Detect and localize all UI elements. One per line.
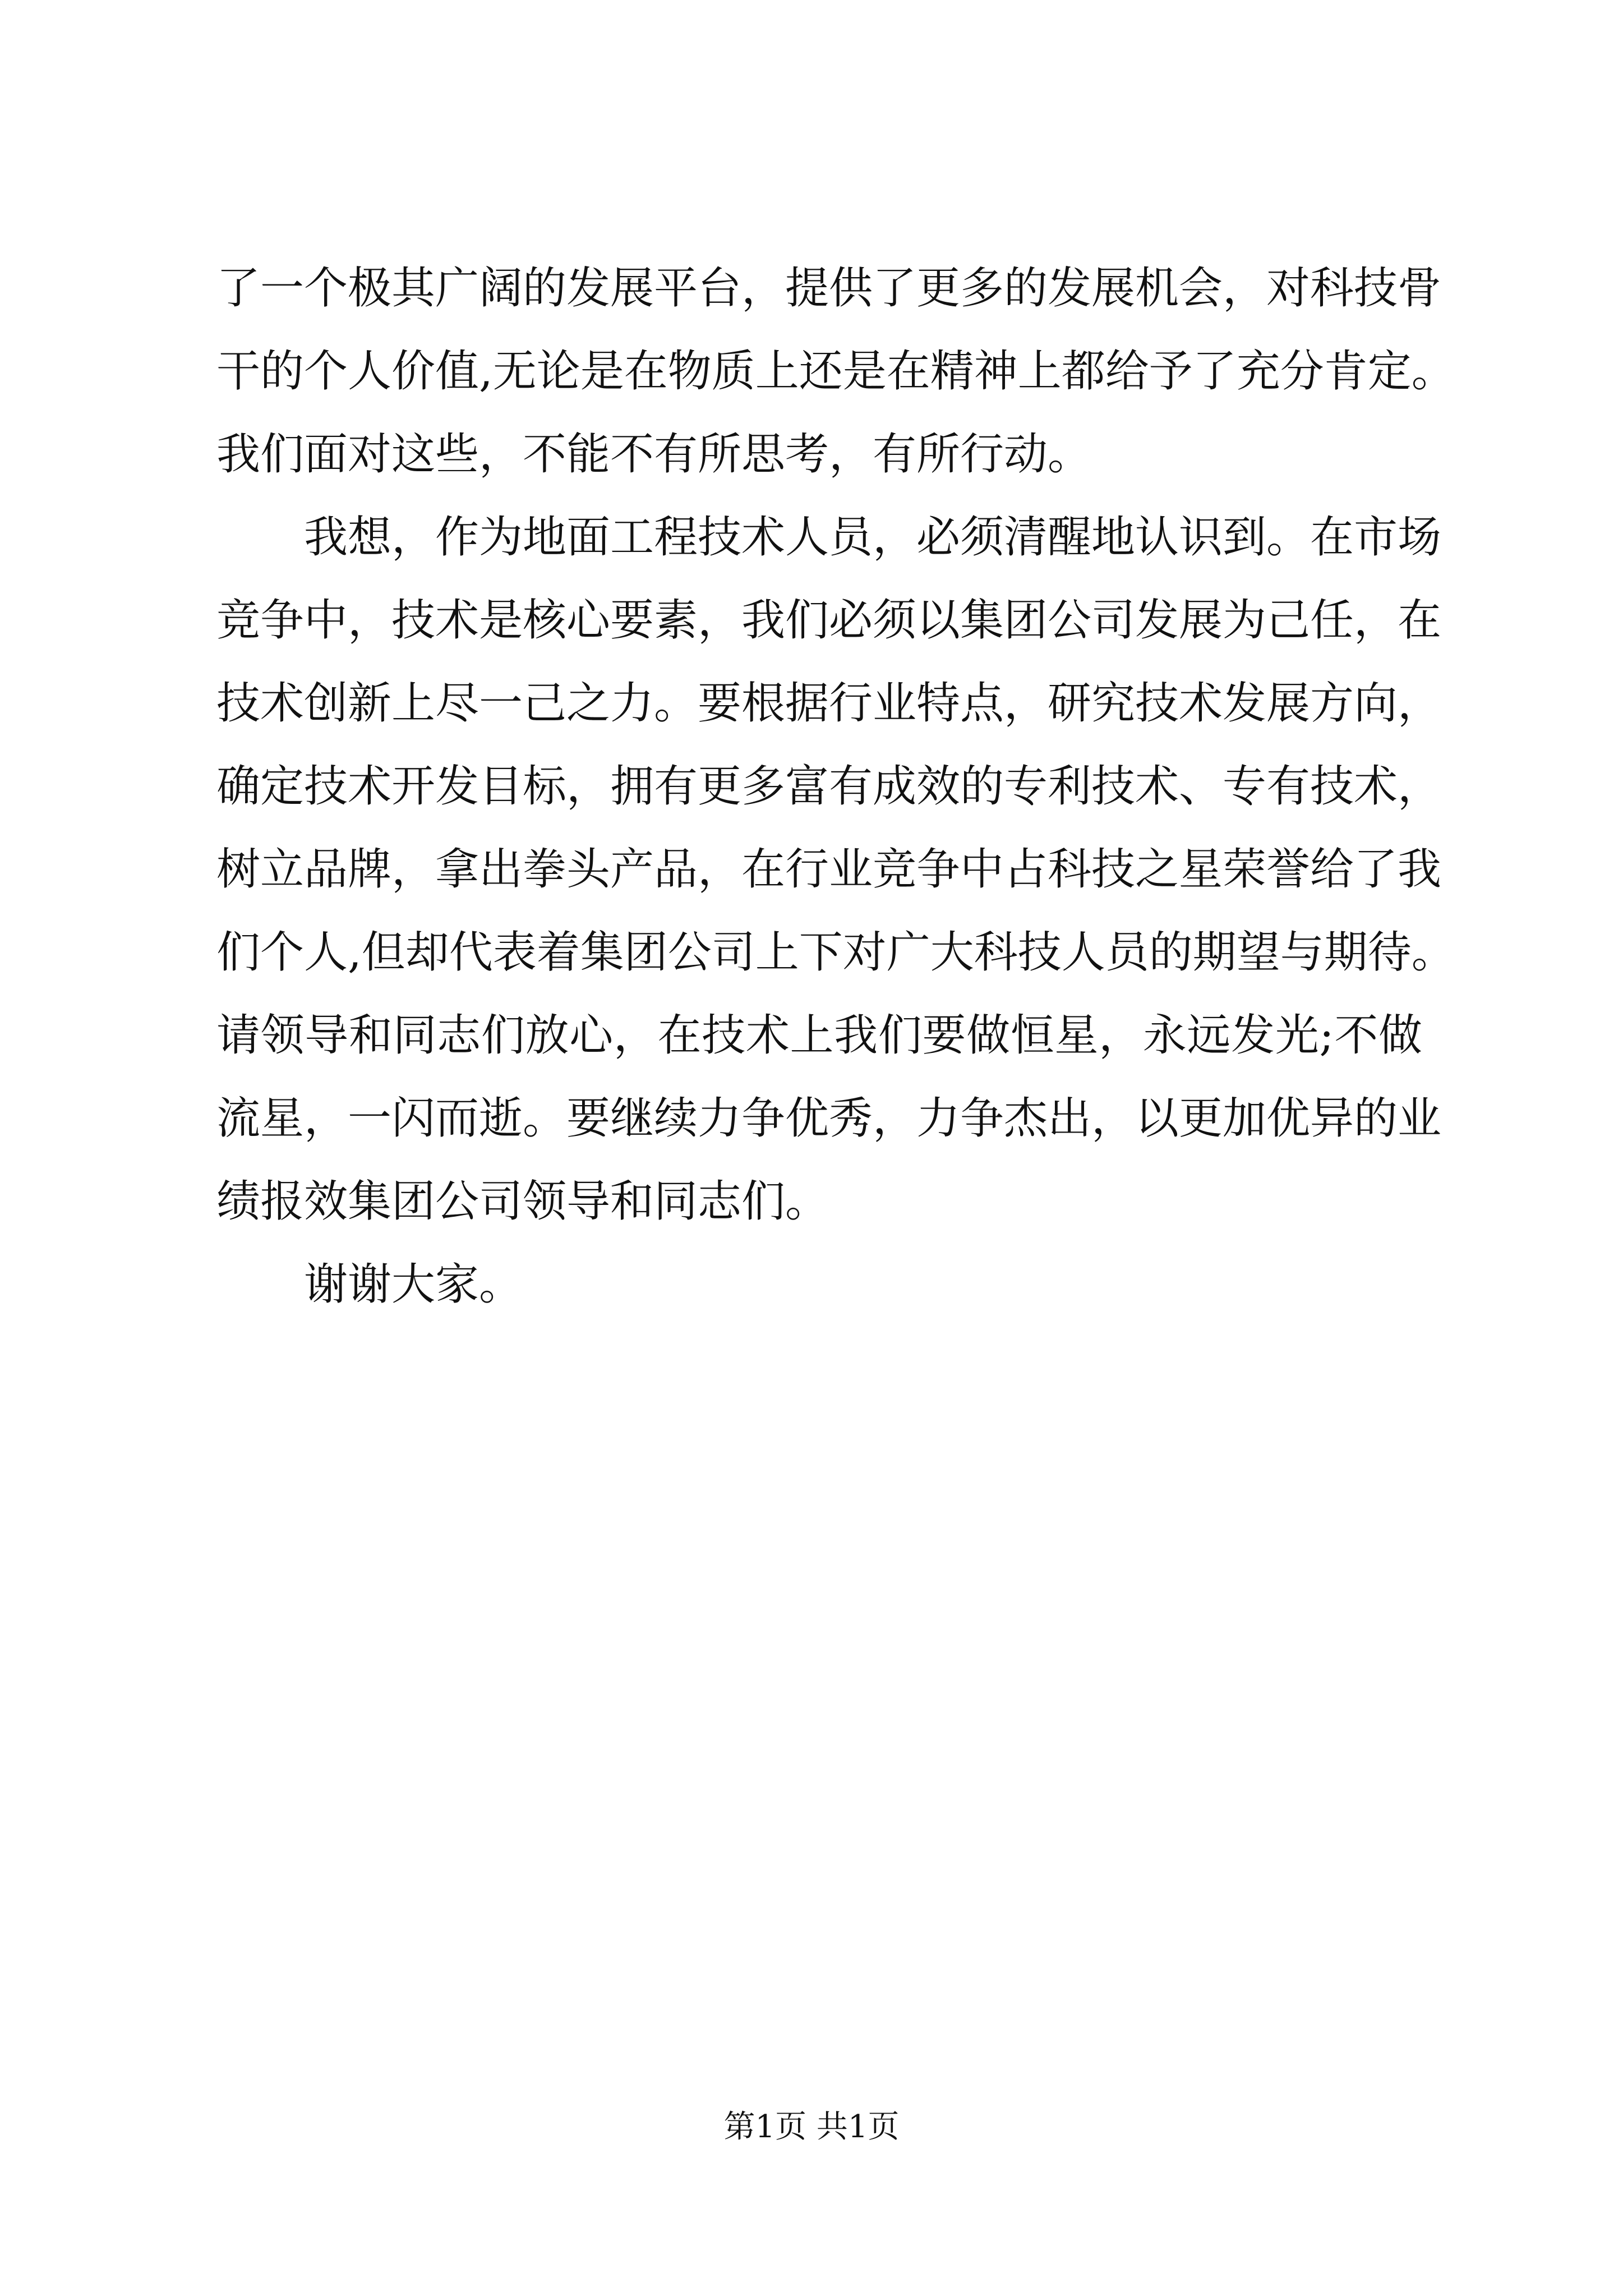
page-number-label: 第1页 共1页 bbox=[723, 2109, 900, 2145]
text-line: 树立品牌，拿出拳头产品，在行业竞争中占科技之星荣誉给了我 bbox=[216, 844, 1442, 895]
closing-line: 谢谢大家。 bbox=[304, 1259, 523, 1310]
text-line: 们个人,但却代表着集团公司上下对广大科技人员的期望与期待。 bbox=[216, 927, 1455, 978]
text-line: 我们面对这些，不能不有所思考，有所行动。 bbox=[216, 429, 1092, 480]
text-line: 技术创新上尽一己之力。要根据行业特点，研究技术发展方向， bbox=[216, 678, 1442, 729]
page-footer bbox=[0, 2105, 1623, 2150]
text-line: 流星，一闪而逝。要继续力争优秀，力争杰出，以更加优异的业 bbox=[216, 1093, 1442, 1144]
text-line: 确定技术开发目标，拥有更多富有成效的专利技术、专有技术， bbox=[216, 761, 1442, 812]
text-line: 绩报效集团公司领导和同志们。 bbox=[216, 1176, 829, 1227]
text-line: 请领导和同志们放心，在技术上我们要做恒星，永远发光;不做 bbox=[216, 1010, 1422, 1061]
text-line: 了一个极其广阔的发展平台，提供了更多的发展机会，对科技骨 bbox=[216, 263, 1442, 314]
text-line: 竞争中，技术是核心要素，我们必须以集团公司发展为己任，在 bbox=[216, 595, 1442, 646]
text-line: 干的个人价值,无论是在物质上还是在精神上都给予了充分肯定。 bbox=[216, 346, 1455, 397]
document-body bbox=[216, 247, 1455, 1326]
paragraph-first-line: 我想，作为地面工程技术人员，必须清醒地认识到。在市场 bbox=[304, 512, 1442, 563]
